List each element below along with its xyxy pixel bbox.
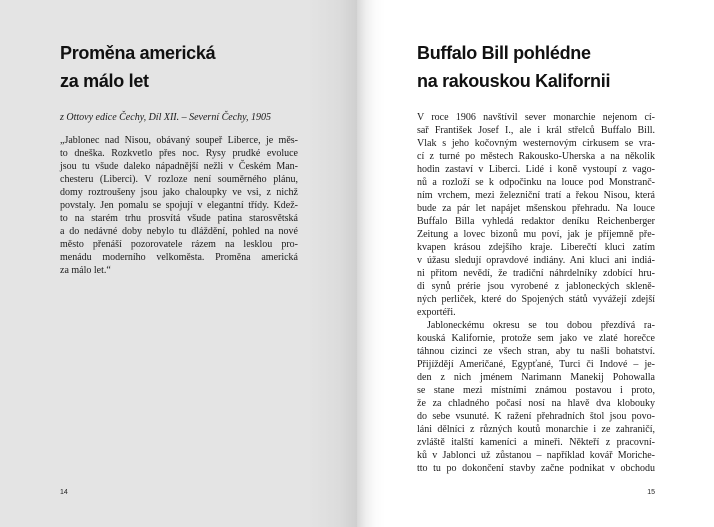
page-number: 15: [647, 489, 655, 496]
text-line: den z nich jménem Narimann Manekij Pohowalla: [417, 372, 655, 383]
text-line: nů a rozloží se k odpočinku na louce pod Monstranč-: [417, 177, 655, 188]
text-line: se stane mezi místními známou postavou i proto,: [417, 385, 655, 396]
text-line: ním vrchem, mezi železniční tratí a řekou Nisou, která: [417, 190, 655, 201]
text-line: Přijíždějí Američané, Egypťané, Turci či Indové – je-: [417, 359, 655, 370]
page-number: 14: [60, 489, 68, 496]
source-citation: z Ottovy edice Čechy, Díl XII. – Severní Čechy, 1905: [60, 112, 272, 123]
text-line: táhnou cizinci ze všech stran, aby tu našli bohatství.: [417, 346, 655, 357]
right-page-text: [417, 111, 655, 475]
text-line: to na starém trhu prosvítá všude patina starosvětská: [60, 213, 298, 224]
text-line: Zeitung a lovec bizonů mu poví, jak je příjemně pře-: [417, 229, 655, 240]
text-line: kouská Kalifornie, protože sem jako ve zlaté horečce: [417, 333, 655, 344]
text-line: tto tu po dokončení stavby začne podnikat v obchodu: [417, 463, 655, 474]
right-page: [357, 0, 714, 527]
text-line: di synů prérie jsou vyrobené z jabloneckých skleně-: [417, 281, 655, 292]
text-line: láni dělníci z různých koutů monarchie i ze zahraničí,: [417, 424, 655, 435]
text-line: jsou tu všude daleko nápadnější nežli v Českém Man-: [60, 161, 298, 172]
text-line: hodin zastaví v Liberci. Lidé i koně vystoupí z vago-: [417, 164, 655, 175]
text-line: cí z turné po městech Rakousko-Uherska a na několik: [417, 151, 655, 162]
text-line: povstaly. Jen pomalu se spojují v elegantní třídy. Kdež-: [60, 200, 298, 211]
text-line: „Jablonec nad Nisou, obávaný soupeř Liberce, je měs-: [60, 135, 298, 146]
text-line: domy roztroušeny jsou jako chaloupky ve vsi, z nichž: [60, 187, 298, 198]
text-line: exportéři.: [417, 307, 456, 318]
heading-line: Proměna americká: [60, 43, 216, 63]
heading-line: za málo let: [60, 71, 149, 91]
text-line: sař František Josef I., ale i král střelců Buffalo Bill.: [417, 125, 655, 136]
text-line: to dneška. Rozkvetlo přes noc. Rysy prudké evoluce: [60, 148, 298, 159]
body-paragraph: [417, 319, 655, 475]
text-line: Buffalo Billa vyhledá redaktor deníku Reichenberger: [417, 216, 655, 227]
text-line: ků v Jablonci už zůstanou – například kovář Moriche-: [417, 450, 655, 461]
text-line: menádu moderního velkoměsta. Proměna americká: [60, 252, 298, 263]
text-line: Vlak s jeho kočovným westernovým cirkusem se vra-: [417, 138, 655, 149]
text-line: že za chladného počasí nosí na hlavě dva klobouky: [417, 398, 655, 409]
text-line: za málo let.“: [60, 265, 111, 276]
body-paragraph: [417, 111, 655, 319]
heading-line: na rakouskou Kalifornii: [417, 71, 611, 91]
text-line: Jabloneckému okresu se tou dobou přezdívá ra-: [427, 320, 655, 331]
heading-line: Buffalo Bill pohlédne: [417, 43, 591, 63]
text-line: v úžasu sledují opravdové indiány. Ani kluci ani indiá-: [417, 255, 655, 266]
text-line: chesteru (Liberci). V rozloze není souměrného plánu,: [60, 174, 298, 185]
text-line: a do nedávné doby nebylo tu dláždění, pohled na nové: [60, 226, 298, 237]
text-line: kvapen krásou zdejšího kraje. Liberečtí kluci zatím: [417, 242, 655, 253]
text-line: ných perliček, které do Spojených států vyvážejí zdejší: [417, 294, 655, 305]
left-page-text: [60, 134, 298, 277]
text-line: ni přitom nevědí, že tradiční náhrdelníky zdobící hru-: [417, 268, 655, 279]
text-line: město přenáší pozorovatele rázem na lesklou pro-: [60, 239, 298, 250]
text-line: V roce 1906 navštívil sever monarchie nejenom cí-: [417, 112, 655, 123]
right-page-heading: [417, 39, 610, 95]
text-line: bude za pár let napájet mšenskou přehradu. Na louce: [417, 203, 655, 214]
text-line: do sebe vsunuté. K ražení přehradních štol jsou povo-: [417, 411, 655, 422]
text-line: zvláště italští kameníci a mineři. Někteří z pracovní-: [417, 437, 655, 448]
quote-paragraph: [60, 134, 298, 277]
left-page-heading: [60, 39, 215, 95]
